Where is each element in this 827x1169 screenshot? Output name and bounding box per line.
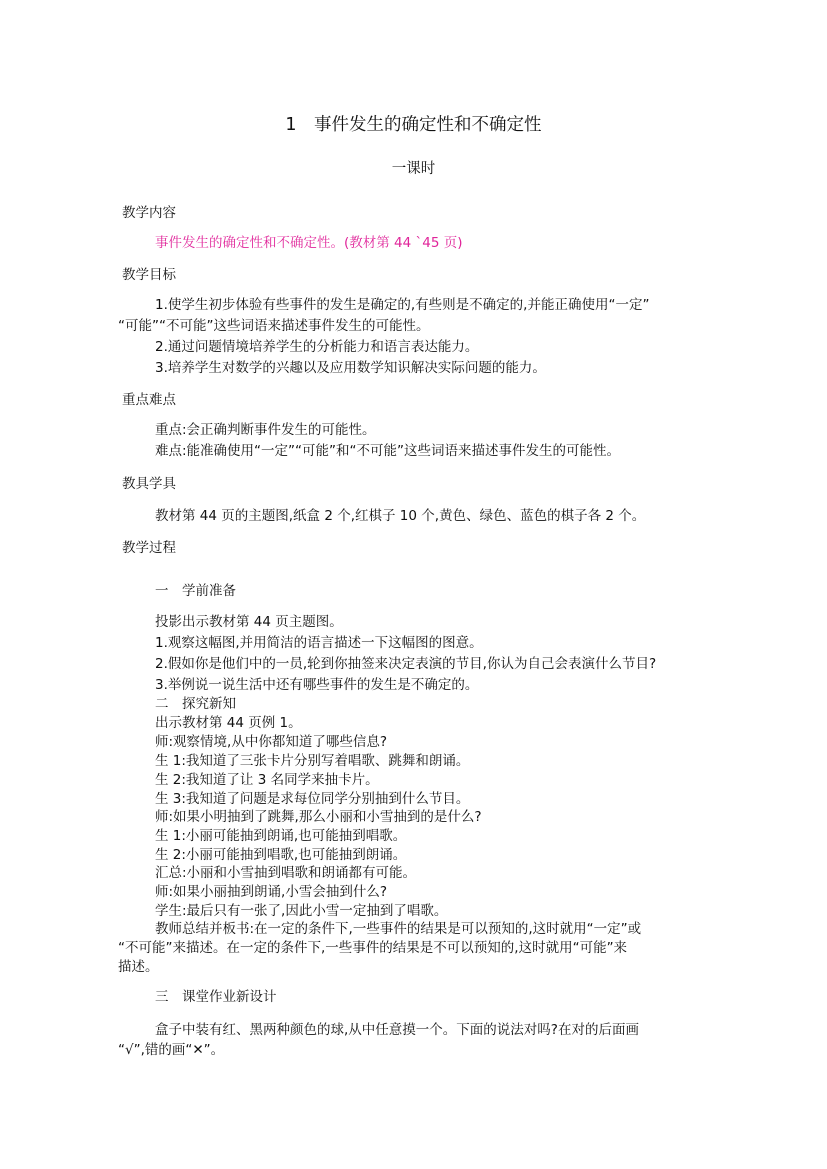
part1-line: 2.假如你是他们中的一员,轮到你抽签来决定表演的节目,你认为自己会表演什么节目? bbox=[155, 656, 657, 672]
part2-line: 师:如果小明抽到了跳舞,那么小丽和小雪抽到的是什么? bbox=[155, 809, 482, 825]
part2-line: 师:观察情境,从中你都知道了哪些信息? bbox=[155, 734, 388, 750]
part3-heading: 三 课堂作业新设计 bbox=[155, 989, 277, 1005]
teaching-content-text: 事件发生的确定性和不确定性。(教材第 44 `45 页) bbox=[155, 235, 463, 251]
part3-line: 盒子中装有红、黑两种颜色的球,从中任意摸一个。下面的说法对吗?在对的后面画 bbox=[155, 1022, 639, 1038]
part3-line: “√”,错的画“✕”。 bbox=[118, 1042, 225, 1058]
part2-line: 学生:最后只有一张了,因此小雪一定抽到了唱歌。 bbox=[155, 903, 448, 919]
part1-line: 1.观察这幅图,并用简洁的语言描述一下这幅图的图意。 bbox=[155, 635, 483, 651]
part2-line: 生 2:我知道了让 3 名同学来抽卡片。 bbox=[155, 772, 379, 788]
lesson-subtitle: 一课时 bbox=[391, 161, 436, 177]
goal-line: 1.使学生初步体验有些事件的发生是确定的,有些则是不确定的,并能正确使用“一定” bbox=[155, 297, 650, 313]
heading-teaching-process: 教学过程 bbox=[122, 540, 176, 556]
goal-line: 2.通过问题情境培养学生的分析能力和语言表达能力。 bbox=[155, 339, 479, 355]
heading-key-points: 重点难点 bbox=[122, 392, 176, 408]
part2-line: 生 1:我知道了三张卡片分别写着唱歌、跳舞和朗诵。 bbox=[155, 753, 470, 769]
part2-line: 汇总:小丽和小雪抽到唱歌和朗诵都有可能。 bbox=[155, 865, 417, 881]
part2-line: 出示教材第 44 页例 1。 bbox=[155, 715, 302, 731]
part1-line: 3.举例说一说生活中还有哪些事件的发生是不确定的。 bbox=[155, 677, 479, 693]
part2-line: 师:如果小丽抽到朗诵,小雪会抽到什么? bbox=[155, 884, 388, 900]
part2-line: 生 3:我知道了问题是求每位同学分别抽到什么节目。 bbox=[155, 791, 470, 807]
part2-line: 生 2:小丽可能抽到唱歌,也可能抽到朗诵。 bbox=[155, 847, 407, 863]
heading-teaching-content: 教学内容 bbox=[122, 205, 176, 221]
part2-line: 教师总结并板书:在一定的条件下,一些事件的结果是可以预知的,这时就用“一定”或 bbox=[155, 921, 642, 937]
part2-heading: 二 探究新知 bbox=[155, 696, 236, 712]
heading-teaching-goals: 教学目标 bbox=[122, 267, 176, 283]
part1-heading: 一 学前准备 bbox=[155, 583, 236, 599]
key-point-line: 重点:会正确判断事件发生的可能性。 bbox=[155, 422, 376, 438]
goal-line: 3.培养学生对数学的兴趣以及应用数学知识解决实际问题的能力。 bbox=[155, 360, 546, 376]
document-title: 1 事件发生的确定性和不确定性 bbox=[285, 115, 542, 135]
goal-line: “可能”“不可能”这些词语来描述事件发生的可能性。 bbox=[118, 318, 430, 334]
part1-line: 投影出示教材第 44 页主题图。 bbox=[155, 614, 343, 630]
heading-teaching-tools: 教具学具 bbox=[122, 476, 176, 492]
part2-line: 生 1:小丽可能抽到朗诵,也可能抽到唱歌。 bbox=[155, 828, 407, 844]
part2-line: 描述。 bbox=[118, 959, 159, 975]
difficulty-line: 难点:能准确使用“一定”“可能”和“不可能”这些词语来描述事件发生的可能性。 bbox=[155, 443, 621, 459]
teaching-tools-text: 教材第 44 页的主题图,纸盒 2 个,红棋子 10 个,黄色、绿色、蓝色的棋子各 2 个。 bbox=[155, 508, 646, 524]
part2-line: “不可能”来描述。在一定的条件下,一些事件的结果是不可以预知的,这时就用“可能”来 bbox=[118, 940, 628, 956]
